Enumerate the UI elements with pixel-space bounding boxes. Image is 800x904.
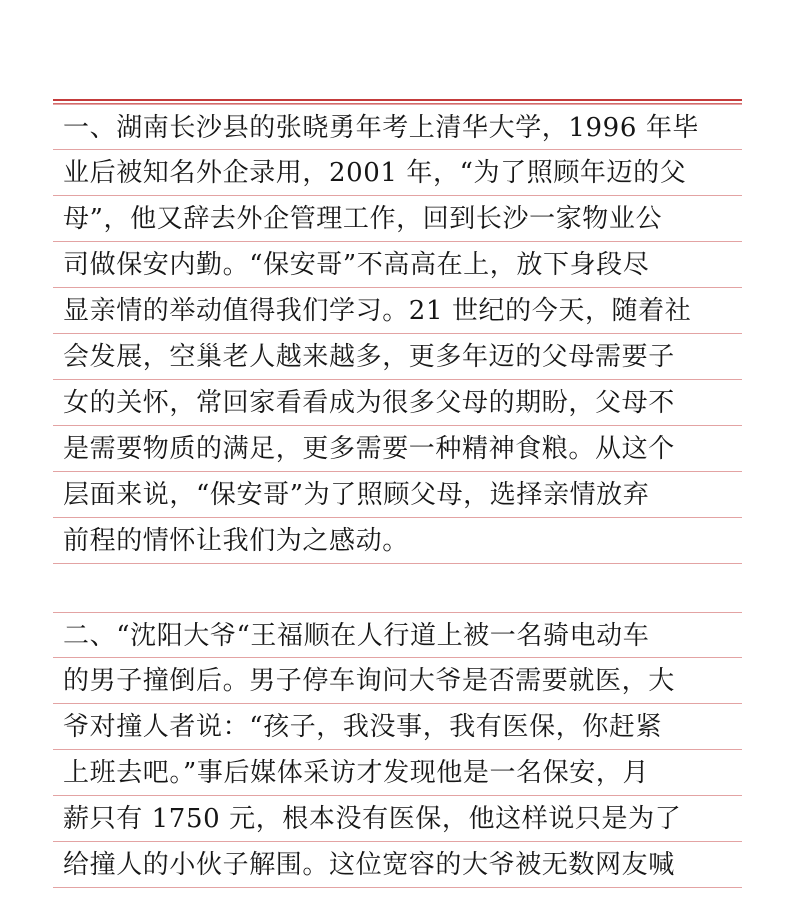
- text-line: 显亲情的举动值得我们学习。21 世纪的今天，随着社: [53, 288, 742, 334]
- text-line: 一、湖南长沙县的张晓勇年考上清华大学，1996 年毕: [53, 104, 742, 150]
- text-line: 爷对撞人者说：“孩子，我没事，我有医保，你赶紧: [53, 704, 742, 750]
- text-line: 上班去吧。”事后媒体采访才发现他是一名保安，月: [53, 750, 742, 796]
- text-line: 会发展，空巢老人越来越多，更多年迈的父母需要子: [53, 334, 742, 380]
- text-line: 司做保安内勤。“保安哥”不高高在上，放下身段尽: [53, 242, 742, 288]
- text-line: 层面来说，“保安哥”为了照顾父母，选择亲情放弃: [53, 472, 742, 518]
- text-line: 前程的情怀让我们为之感动。: [53, 518, 742, 564]
- text-line: 的男子撞倒后。男子停车询问大爷是否需要就医，大: [53, 658, 742, 704]
- text-line: 母”，他又辞去外企管理工作，回到长沙一家物业公: [53, 196, 742, 242]
- text-line: 是需要物质的满足，更多需要一种精神食粮。从这个: [53, 426, 742, 472]
- paragraph-1: [53, 104, 742, 564]
- text-line: 业后被知名外企录用，2001 年，“为了照顾年迈的父: [53, 150, 742, 196]
- paragraph-2: [53, 612, 742, 888]
- text-line: 薪只有 1750 元，根本没有医保，他这样说只是为了: [53, 796, 742, 842]
- text-line: 给撞人的小伙子解围。这位宽容的大爷被无数网友喊: [53, 842, 742, 888]
- top-red-rule: [53, 99, 742, 101]
- text-line: 二、“沈阳大爷“王福顺在人行道上被一名骑电动车: [53, 612, 742, 658]
- text-line: 女的关怀，常回家看看成为很多父母的期盼，父母不: [53, 380, 742, 426]
